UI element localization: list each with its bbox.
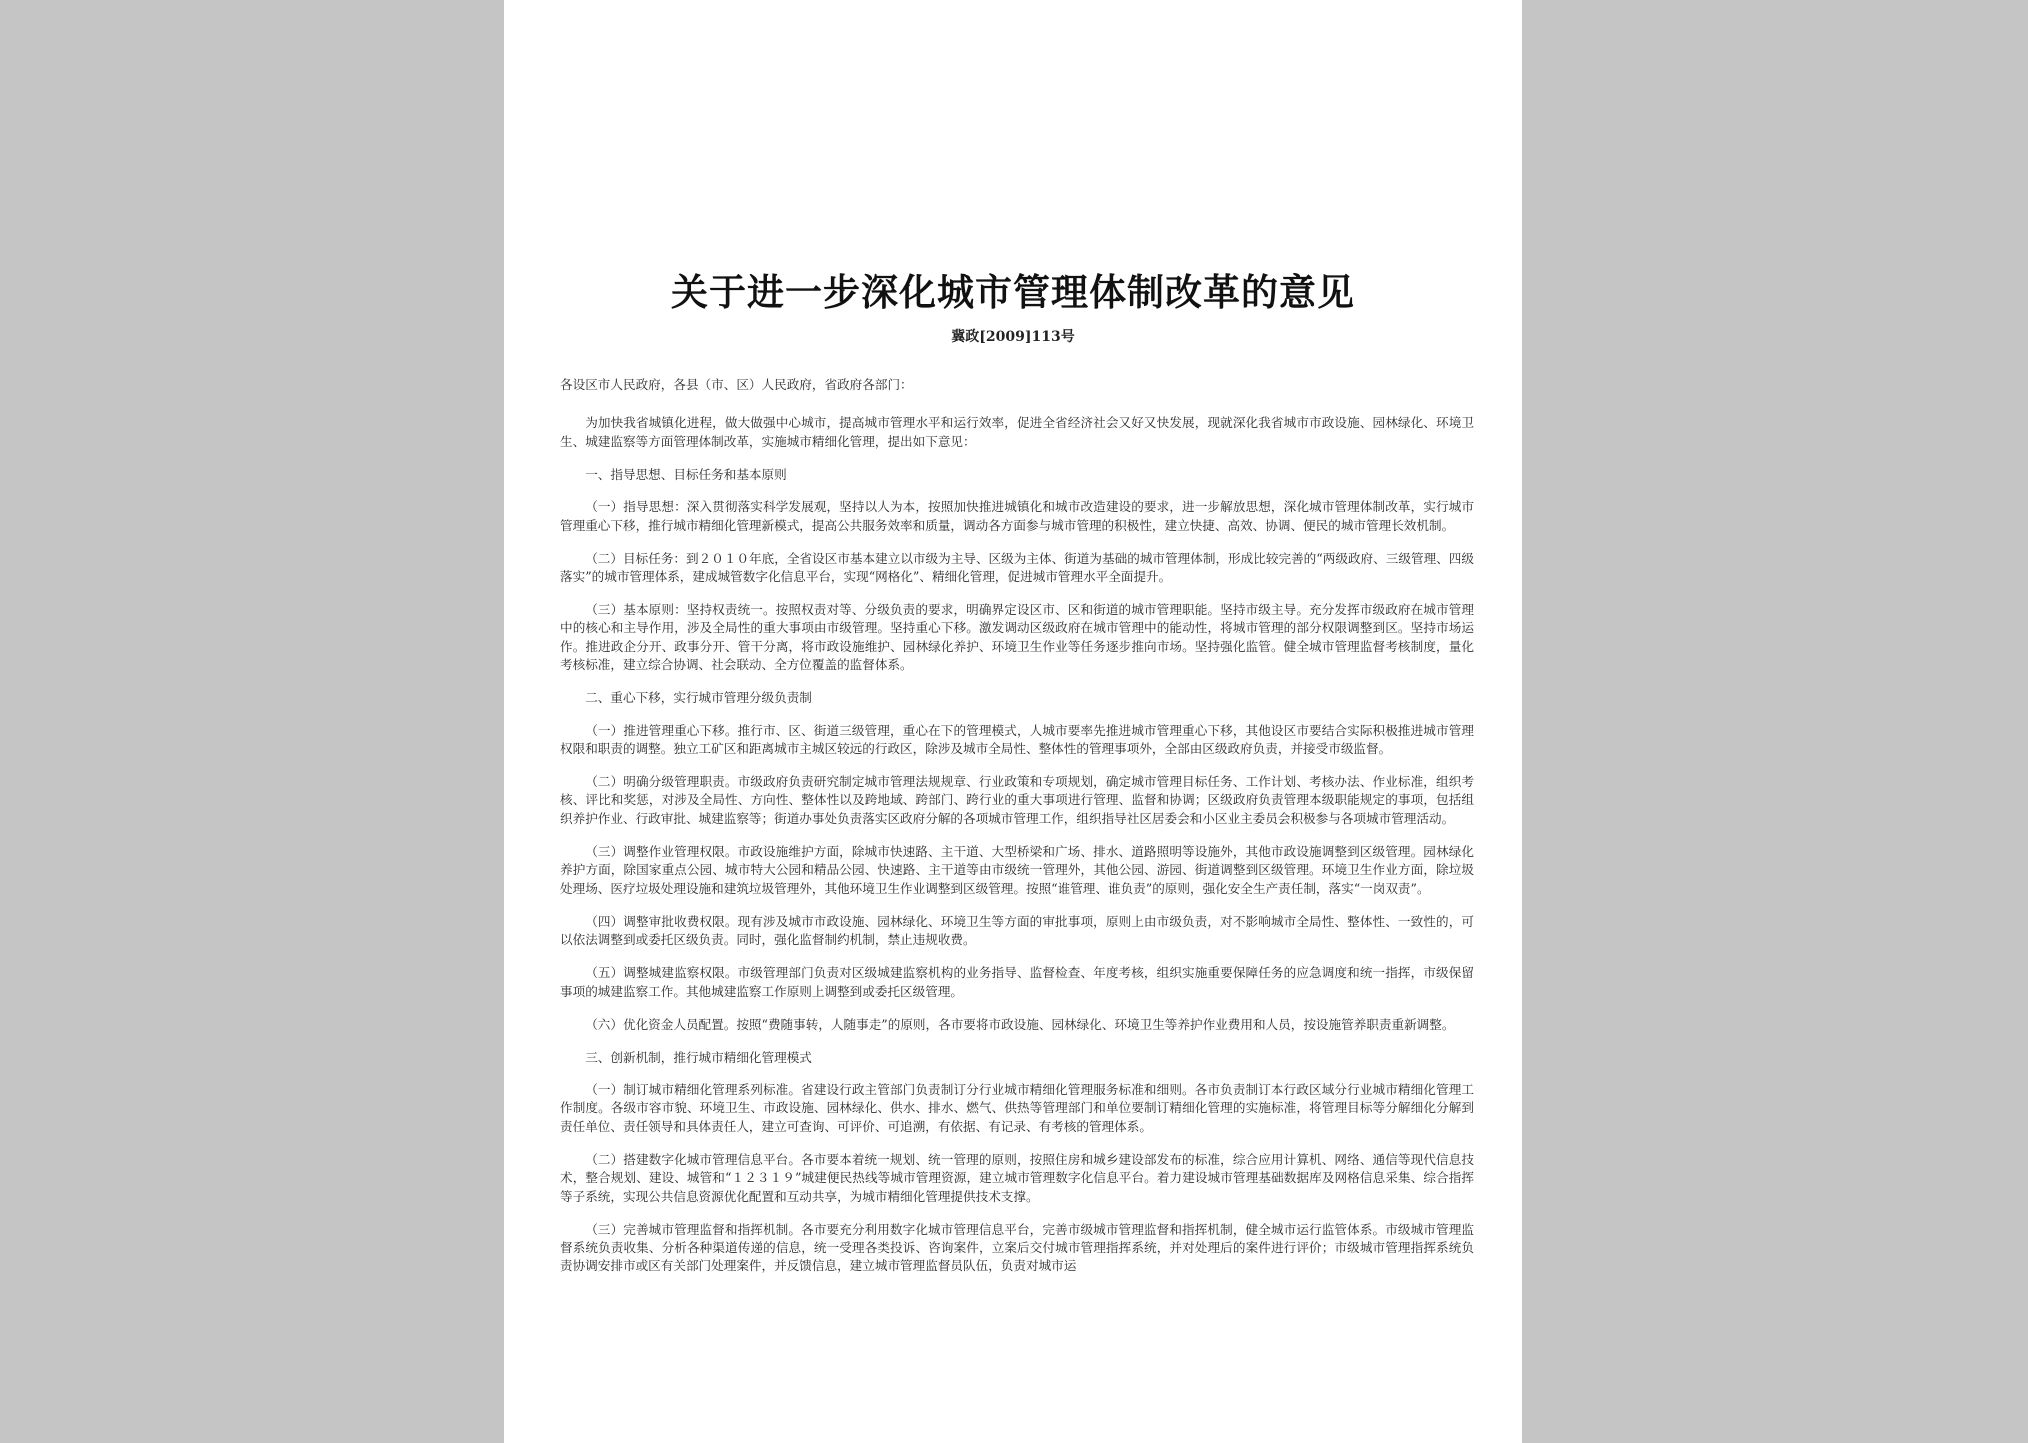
- document-title: 关于进一步深化城市管理体制改革的意见: [671, 270, 1355, 314]
- paragraph: （五）调整城建监察权限。市级管理部门负责对区级城建监察机构的业务指导、监督检查、年度考核，组织实施重要保障任务的应急调度和统一指挥，市级保留事项的城建监察工作。其他城建监察工作原则上调整到或委托区级管理。: [560, 965, 1474, 999]
- paragraph: （二）明确分级管理职责。市级政府负责研究制定城市管理法规规章、行业政策和专项规划，确定城市管理目标任务、工作计划、考核办法、作业标准，组织考核、评比和奖惩，对涉及全局性、方向性、整体性以及跨地域、跨部门、跨行业的重大事项进行管理、监督和协调；区级政府负责管理本级职能规定的事项，包括组织养护作业、行政审批、城建监察等；街道办事处负责落实区政府分解的各项城市管理工作，组织指导社区居委会和小区业主委员会积极参与各项城市管理活动。: [560, 774, 1474, 826]
- paragraph: （二）搭建数字化城市管理信息平台。各市要本着统一规划、统一管理的原则，按照住房和城乡建设部发布的标准，综合应用计算机、网络、通信等现代信息技术，整合规划、建设、城管和“１２３１９”城建便民热线等城市管理资源，建立城市管理数字化信息平台。着力建设城市管理基础数据库及网格信息采集、综合指挥等子系统，实现公共信息资源优化配置和互动共享，为城市精细化管理提供技术支撑。: [560, 1151, 1474, 1204]
- paragraph: （一）指导思想：深入贯彻落实科学发展观，坚持以人为本，按照加快推进城镇化和城市改造建设的要求，进一步解放思想，深化城市管理体制改革，实行城市管理重心下移，推行城市精细化管理新模式，提高公共服务效率和质量，调动各方面参与城市管理的积极性，建立快捷、高效、协调、便民的城市管理长效机制。: [560, 499, 1474, 533]
- paragraph: （一）推进管理重心下移。推行市、区、街道三级管理，重心在下的管理模式，人城市要率先推进城市管理重心下移，其他设区市要结合实际积极推进城市管理权限和职责的调整。独立工矿区和距离城市主城区较远的行政区，除涉及城市全局性、整体性的管理事项外，全部由区级政府负责，并接受市级监督。: [560, 722, 1474, 757]
- document-number: 冀政[2009]113号: [951, 329, 1075, 345]
- paragraph: （六）优化资金人员配置。按照“费随事转，人随事走”的原则，各市要将市政设施、园林绿化、环境卫生等养护作业费用和人员，按设施管养职责重新调整。: [585, 1016, 1455, 1032]
- intro-paragraph: 为加快我省城镇化进程，做大做强中心城市，提高城市管理水平和运行效率，促进全省经济社会又好又快发展，现就深化我省城市市政设施、园林绿化、环境卫生、城建监察等方面管理体制改革，实施城市精细化管理，提出如下意见：: [560, 415, 1474, 449]
- section-heading-3: 三、创新机制，推行城市精细化管理模式: [585, 1049, 812, 1065]
- paragraph: （二）目标任务：到２０１０年底，全省设区市基本建立以市级为主导、区级为主体、街道为基础的城市管理体制，形成比较完善的“两级政府、三级管理、四级落实”的城市管理体系，建成城管数字化信息平台，实现“网格化”、精细化管理，促进城市管理水平全面提升。: [560, 550, 1474, 585]
- paragraph: （三）调整作业管理权限。市政设施维护方面，除城市快速路、主干道、大型桥梁和广场、排水、道路照明等设施外，其他市政设施调整到区级管理。园林绿化养护方面，除国家重点公园、城市特大公园和精品公园、快速路、主干道等由市级统一管理外，其他公园、游园、街道调整到区级管理。环境卫生作业方面，除垃圾处理场、医疗垃圾处理设施和建筑垃圾管理外，其他环境卫生作业调整到区级管理。按照“谁管理、谁负责”的原则，强化安全生产责任制，落实“一岗双责”。: [560, 843, 1474, 896]
- paragraph: （三）完善城市管理监督和指挥机制。各市要充分利用数字化城市管理信息平台，完善市级城市管理监督和指挥机制，健全城市运行监管体系。市级城市管理监督系统负责收集、分析各种渠道传递的信息，统一受理各类投诉、咨询案件，立案后交付城市管理指挥系统，并对处理后的案件进行评价；市级城市管理指挥系统负责协调安排市或区有关部门处理案件，并反馈信息，建立城市管理监督员队伍，负责对城市运: [560, 1221, 1474, 1274]
- document-page: [504, 0, 1522, 1443]
- paragraph: （一）制订城市精细化管理系列标准。省建设行政主管部门负责制订分行业城市精细化管理服务标准和细则。各市负责制订本行政区域分行业城市精细化管理工作制度。各级市容市貌、环境卫生、市政设施、园林绿化、供水、排水、燃气、供热等管理部门和单位要制订精细化管理的实施标准，将管理目标等分解细化分解到责任单位、责任领导和具体责任人，建立可查询、可评价、可追溯，有依据、有记录、有考核的管理体系。: [560, 1081, 1474, 1134]
- section-heading-1: 一、指导思想、目标任务和基本原则: [585, 466, 787, 482]
- paragraph: （三）基本原则：坚持权责统一。按照权责对等、分级负责的要求，明确界定设区市、区和街道的城市管理职能。坚持市级主导。充分发挥市级政府在城市管理中的核心和主导作用，涉及全局性的重大事项由市级管理。坚持重心下移。激发调动区级政府在城市管理中的能动性，将城市管理的部分权限调整到区。坚持市场运作。推进政企分开、政事分开、管干分离，将市政设施维护、园林绿化养护、环境卫生作业等任务逐步推向市场。坚持强化监管。健全城市管理监督考核制度，量化考核标准，建立综合协调、社会联动、全方位覆盖的监督体系。: [560, 602, 1474, 673]
- paragraph: （四）调整审批收费权限。现有涉及城市市政设施、园林绿化、环境卫生等方面的审批事项，原则上由市级负责，对不影响城市全局性、整体性、一致性的，可以依法调整到或委托区级负责。同时，强化监督制约机制，禁止违规收费。: [560, 913, 1474, 948]
- section-heading-2: 二、重心下移，实行城市管理分级负责制: [585, 690, 812, 706]
- salutation: 各设区市人民政府，各县（市、区）人民政府，省政府各部门：: [560, 377, 913, 392]
- document-body: [560, 376, 1474, 1290]
